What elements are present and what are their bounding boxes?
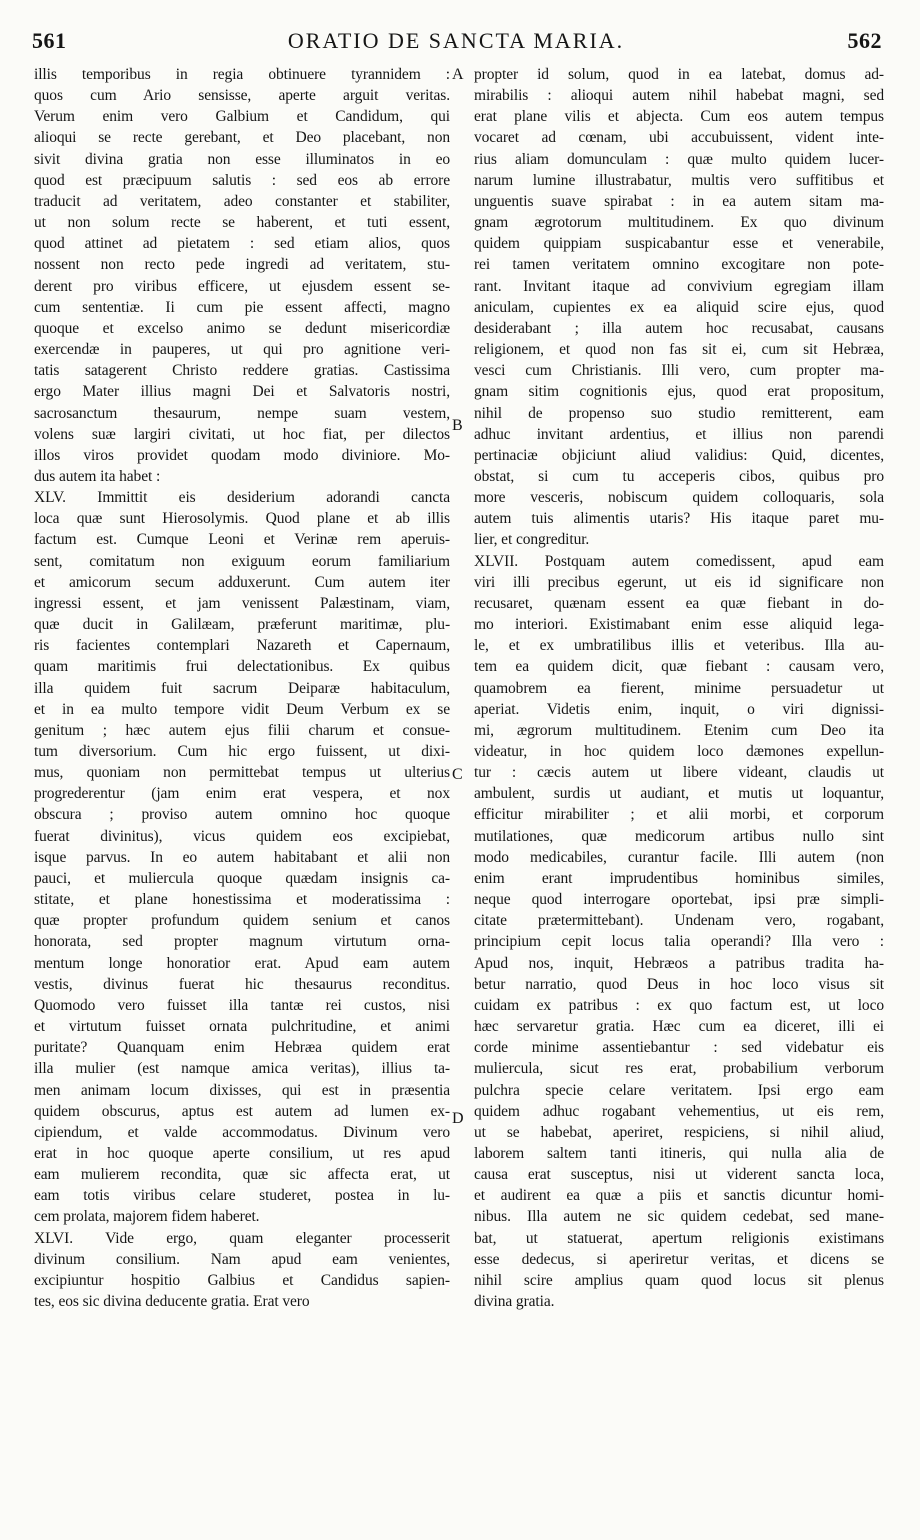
text-line: religionem, et quod non fas sit ei, cum sit Hebræa, (474, 341, 884, 359)
text-line: nibus. Illa autem ne sic quidem cedebat, sed mane- (474, 1208, 884, 1226)
text-line: rei tamen veritatem omnino excogitare non pote- (474, 256, 884, 274)
text-line: quæ ducit in Galilæam, præferunt maritimæ, plu- (34, 616, 450, 634)
text-line: more vesceris, nobiscum quidem colloquaris, sola (474, 489, 884, 507)
text-line: pauci, et muliercula quoque quædam insignis ca- (34, 869, 450, 887)
text-line: sacrosanctum thesaurum, nempe suam vestem, (34, 404, 450, 422)
text-line: et in ea multo tempore vidit Deum Verbum ex se (34, 700, 450, 718)
text-line: erat in hoc quoque aperte consilium, ut res apud (34, 1144, 450, 1162)
text-line: fuerat divinitus), vicus quidem eos excipiebat, (34, 827, 450, 845)
text-line: XLV. Immittit eis desiderium adorandi cancta (34, 489, 450, 507)
text-line: et virtutum fuisset ornata pulchritudine, et animi (34, 1018, 450, 1036)
text-line: propter id solum, quod in ea latebat, domus ad- (474, 66, 884, 83)
text-line: progrederentur (jam enim erat vespera, et nox (34, 785, 450, 803)
running-header (30, 28, 882, 58)
text-line: enim erant imprudentibus hominibus similes, (474, 869, 884, 887)
right-text-column (474, 64, 884, 1312)
text-line: et amicorum secum adduxerunt. Cum autem iter (34, 573, 450, 591)
text-line: cem prolata, majorem fidem haberet. (34, 1208, 260, 1226)
text-line: XLVI. Vide ergo, quam eleganter processerit (34, 1229, 450, 1247)
text-line: ris facientes contemplari Nazareth et Capernaum, (34, 637, 450, 655)
text-line: causa erat susceptus, nisi ut viderent sancta loca, (474, 1166, 884, 1184)
text-line: muliercula, sicut res erat, probabilium verborum (474, 1060, 884, 1078)
text-line: quos cum Ario sensisse, aperte arguit veritas. (34, 87, 450, 105)
text-line: ingressi essent, et jam venissent Palæstinam, viam, (34, 594, 450, 612)
text-line: nossent non recto pede ingredi ad veritatem, stu- (34, 256, 450, 274)
text-line: videatur, in hoc quidem loco dæmones expellun- (474, 743, 884, 760)
text-line: rant. Invitant itaque ad convivium egregiam illam (474, 277, 884, 295)
text-line: quidem adhuc rogabant vehementius, ut eis rem, (474, 1102, 884, 1120)
text-line: Quomodo vero fuisset illa tantæ rei custos, nisi (34, 996, 450, 1014)
text-line: mentum longe honoratior erat. Apud eam autem (34, 954, 450, 972)
left-page-number: 561 (32, 28, 67, 53)
text-line: nihil de propenso suo studio remitterent, eam (474, 404, 884, 422)
text-line: quidem obscurus, aptus est autem ad lumen ex- (34, 1102, 450, 1120)
text-line: genitum ; hæc autem ejus filii charum et consue- (34, 721, 450, 739)
text-line: XLVII. Postquam autem comedissent, apud eam (474, 552, 884, 570)
text-line: tatis satagerent Christo reddere gratias. Castissima (34, 362, 450, 380)
text-line: mirabilis : alioqui autem nihil habebat magni, sed (474, 87, 884, 105)
text-line: isque parvus. In eo autem habitabant et alii non (34, 848, 450, 866)
text-line: hæc servaretur gratia. Hæc cum ea diceret, illi ei (474, 1018, 884, 1036)
text-line: principium cepit locus talia operandi? Illa vero : (474, 933, 884, 951)
text-line: esse dedecus, si aperiretur veritas, et dicens se (474, 1250, 884, 1268)
text-line: le, et ex umbratilibus illis et veteribus. Illa au- (474, 637, 884, 655)
text-line: betur narratio, quod Deus in hoc loco visus sit (474, 975, 884, 993)
text-line: quamobrem ea fierent, minime persuadetur ut (474, 679, 884, 697)
text-line: viri illi precibus egerunt, ut eis id significare non (474, 573, 884, 591)
text-line: mus, quoniam non permittebat tempus ut ulterius (34, 764, 450, 782)
text-line: neque quod interrogare oportebat, ipsi præ simpli- (474, 891, 884, 909)
text-line: factum est. Cumque Leoni et Verinæ rem aperuis- (34, 531, 450, 549)
text-line: men animam locum dixisses, qui est in præsentia (34, 1081, 450, 1099)
text-line: vocaret ad cœnam, ubi accubuissent, vident inte- (474, 129, 884, 147)
text-line: desiderabant ; illa autem hoc recusabat, causans (474, 319, 884, 337)
text-line: tem ea quidem dicit, quæ fiebant : causam vero, (474, 658, 884, 676)
text-line: pulchra specie celare veritatem. Ipsi ergo eam (474, 1081, 884, 1099)
text-line: quam maritimis frui delectationibus. Ex quibus (34, 658, 450, 676)
text-line: tes, eos sic divina deducente gratia. Erat vero (34, 1293, 310, 1311)
text-line: alioqui se recte gerebant, et Deo placebant, non (34, 129, 450, 147)
text-line: ut se habebat, aperiret, respiciens, si nihil aliud, (474, 1123, 884, 1141)
text-line: traducit ad veritatem, adeo constanter et stabiliter, (34, 192, 450, 210)
text-line: autem tuis alimentis utaris? His itaque paret mu- (474, 510, 884, 528)
text-line: obstat, si cum tu acceperis cibos, quibus pro (474, 467, 884, 485)
text-line: unguentis suave spirabat : in ea autem sitam ma- (474, 192, 884, 210)
text-line: nihil scire amplius quam quod locus sit plenus (474, 1271, 884, 1289)
text-line: bat, ut statuerat, apertum religionis existimans (474, 1229, 884, 1247)
text-line: mutilationes, quæ medicorum artibus nullo sint (474, 827, 884, 845)
text-line: excipiuntur hospitio Galbius et Candidus sapien- (34, 1271, 450, 1289)
text-line: sent, comitatum non exiguum eorum familiarium (34, 552, 450, 570)
text-line: aniculam, cupientes ex ea aliquid scire ejus, quod (474, 298, 884, 316)
text-line: lier, et congreditur. (474, 531, 590, 549)
right-page-number: 562 (847, 28, 882, 53)
margin-letter-b: B (452, 417, 463, 434)
running-title: ORATIO DE SANCTA MARIA. (287, 28, 625, 53)
text-line: rius aliam domunculam : quæ multo quidem lucer- (474, 150, 884, 168)
text-line: exercendæ in pauperes, ut qui pro agnitione veri- (34, 341, 450, 359)
text-line: Apud nos, inquit, Hebræos a patribus tradita ha- (474, 954, 884, 972)
text-line: tur : cæcis autem ut libere videant, claudis ut (474, 764, 884, 782)
text-line: gnam ægrotorum multitudinem. Ex quo divinum (474, 214, 884, 232)
text-line: et audirent ea quæ a piis et sanctis dicuntur homi- (474, 1187, 884, 1205)
text-line: quæ propter profundum quidem senium et canos (34, 912, 450, 930)
text-line: illis temporibus in regia obtinuere tyrannidem : (34, 66, 450, 83)
margin-letter-c: C (452, 766, 463, 783)
text-line: Verum enim vero Galbium et Candidum, qui (34, 108, 450, 126)
text-line: loca quæ sunt Hierosolymis. Quod plane et ab illis (34, 510, 450, 528)
text-line: modo medicabiles, curantur facile. Illi autem (non (474, 848, 884, 866)
text-line: stitate, et plane honestissima et moderatissima : (34, 891, 450, 909)
text-line: erat plane vilis et abjecta. Cum eos autem tempus (474, 108, 884, 126)
text-line: obscura ; proviso autem omnino hoc quoque (34, 806, 450, 824)
text-line: sivit divina gratia non esse illuminatos in eo (34, 150, 450, 168)
text-line: divina gratia. (474, 1293, 555, 1311)
text-line: puritate? Quanquam enim Hebræa quidem erat (34, 1039, 450, 1057)
text-line: quidem quippiam suspicabantur esse et venerabile, (474, 235, 884, 253)
text-line: eam totis viribus celare studeret, postea in lu- (34, 1187, 450, 1205)
text-line: narum lumine illustrabatur, multis vero suffitibus et (474, 171, 884, 189)
text-line: gnam sitim cognitionis ejus, quod erat propositum, (474, 383, 884, 401)
text-line: cum sententiæ. Ii cum pie essent affecti, magno (34, 298, 450, 316)
text-line: cuidam ex patribus : ex quo factum est, ut loco (474, 996, 884, 1014)
text-line: pertinaciæ objiciunt aliud validius: Quid, dicentes, (474, 446, 884, 464)
text-line: tum diversorium. Cum hic ergo fuissent, ut dixi- (34, 743, 450, 760)
text-line: mo interiori. Existimabant enim esse aliquid lega- (474, 616, 884, 634)
text-line: ut non solum recte se haberent, et tuti essent, (34, 214, 450, 232)
text-line: ambulent, surdis ut audiant, et mutis ut loquantur, (474, 785, 884, 803)
text-line: citate prætermittebant). Undenam vero, rogabant, (474, 912, 884, 930)
text-line: vestis, divinus fuerat hic thesaurus reconditus. (34, 975, 450, 993)
text-line: quod attinet ad pietatem : sed etiam alios, quos (34, 235, 450, 253)
margin-letter-d: D (452, 1110, 464, 1127)
text-line: cipiendum, et valde accommodatus. Divinum vero (34, 1123, 450, 1141)
text-line: mi, ægrorum multitudinem. Etenim cum Deo ita (474, 721, 884, 739)
text-line: ergo Mater illius magni Dei et Salvatoris nostri, (34, 383, 450, 401)
text-line: illos viros providet quodam modo diviniore. Mo- (34, 446, 450, 464)
left-text-column (34, 64, 450, 1312)
text-line: laborem saltem tanti itineris, qui nulla alia de (474, 1144, 884, 1162)
text-line: efficitur mirabiliter ; et alii morbi, et corporum (474, 806, 884, 824)
text-line: eam mulierem recondita, quæ sic affecta erat, ut (34, 1166, 450, 1184)
text-line: dus autem ita habet : (34, 467, 161, 485)
text-line: aperiat. Videtis enim, inquit, o viri dignissi- (474, 700, 884, 718)
text-line: honorata, sed propter magnum virtutum orna- (34, 933, 450, 951)
text-line: illa mulier (est namque amica veritas), illius ta- (34, 1060, 450, 1078)
text-line: recusaret, quænam essent ea quæ fiebant in do- (474, 594, 884, 612)
text-line: divinum consilium. Nam apud eam venientes, (34, 1250, 450, 1268)
text-line: corde minime assentiebantur : sed videbatur eis (474, 1039, 884, 1057)
text-line: quoque et excelso animo se dedunt misericordiæ (34, 319, 450, 337)
text-line: illa quidem fuit sacrum Deiparæ habitaculum, (34, 679, 450, 697)
text-line: vesci cum Christianis. Illi vero, cum propter ma- (474, 362, 884, 380)
text-line: quod est præcipuum salutis : sed eos ab errore (34, 171, 450, 189)
margin-letter-a: A (452, 66, 464, 83)
text-line: derent pro viribus efficere, ut ejusdem essent se- (34, 277, 450, 295)
text-line: adhuc invitant ardentius, et illius non parendi (474, 425, 884, 443)
text-line: volens suæ largiri civitati, ut hoc fiat, per dilectos (34, 425, 450, 443)
